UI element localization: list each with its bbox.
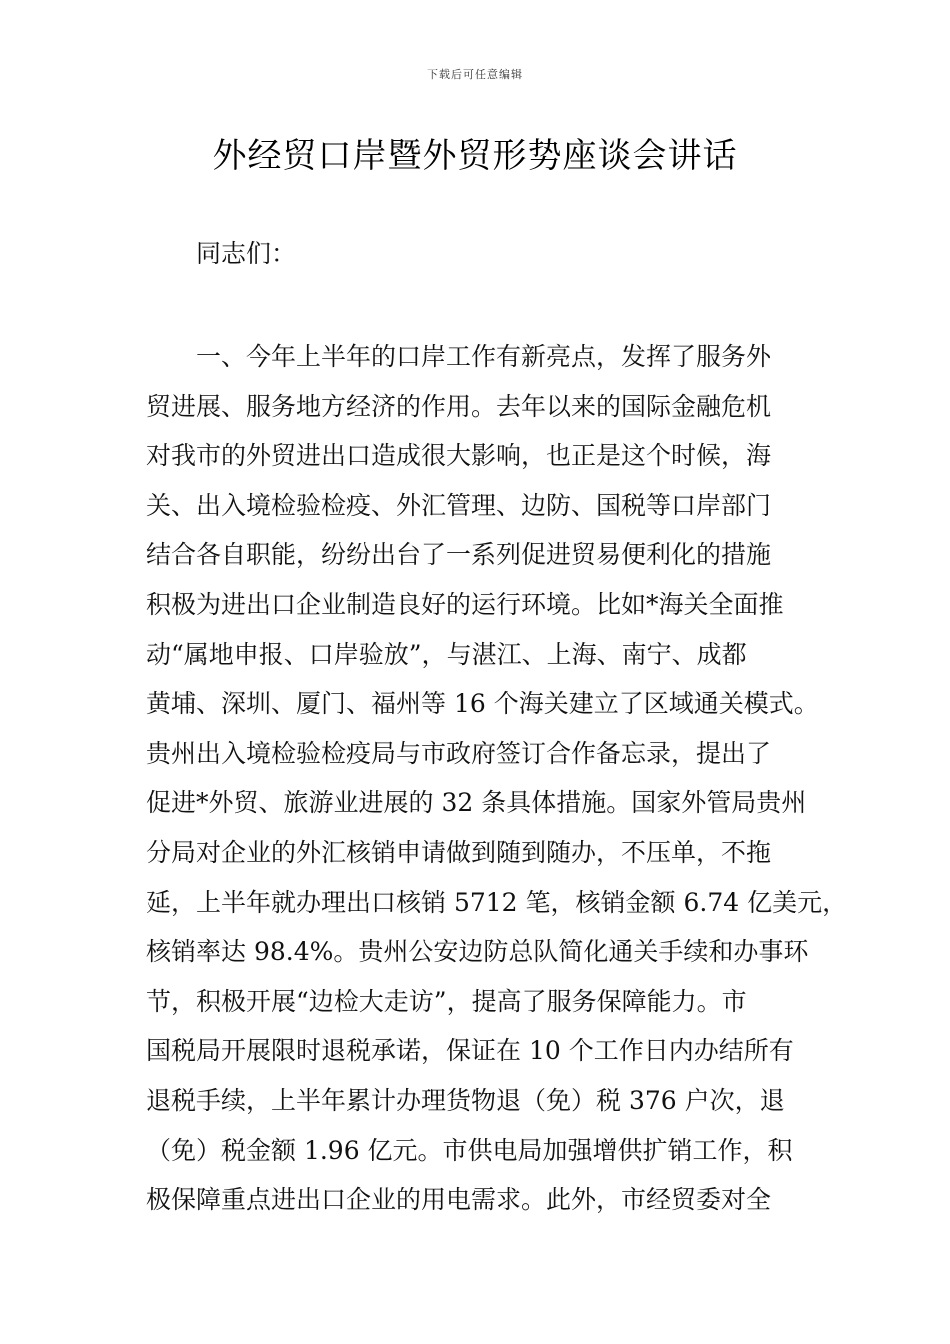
paragraph-line: 黄埔、深圳、厦门、福州等 16 个海关建立了区域通关模式。 <box>146 689 819 719</box>
paragraph-line: 对我市的外贸进出口造成很大影响，也正是这个时候，海 <box>146 441 772 471</box>
paragraph-line: 核销率达 98.4%。贵州公安边防总队简化通关手续和办事环 <box>146 937 809 967</box>
paragraph-line: 极保障重点进出口企业的用电需求。此外，市经贸委对全 <box>146 1185 772 1215</box>
paragraph-line: 动“属地申报、口岸验放”，与湛江、上海、南宁、成都 <box>146 639 747 669</box>
body-paragraph <box>146 332 848 1225</box>
paragraph-line: 分局对企业的外汇核销申请做到随到随办，不压单，不拖 <box>146 837 772 867</box>
paragraph-line: 关、出入境检验检疫、外汇管理、边防、国税等口岸部门 <box>146 490 772 520</box>
paragraph-line: 贵州出入境检验检疫局与市政府签订合作备忘录，提出了 <box>146 738 772 768</box>
paragraph-line: 促进*外贸、旅游业进展的 32 条具体措施。国家外管局贵州 <box>146 788 807 818</box>
salutation: 同志们： <box>196 239 297 268</box>
paragraph-line: 退税手续，上半年累计办理货物退（免）税 376 户次，退 <box>146 1085 785 1115</box>
paragraph-line: （免）税金额 1.96 亿元。市供电局加强增供扩销工作，积 <box>146 1135 793 1165</box>
paragraph-line: 积极为进出口企业制造良好的运行环境。比如*海关全面推 <box>146 589 784 619</box>
paragraph-line: 国税局开展限时退税承诺，保证在 10 个工作日内办结所有 <box>146 1036 794 1066</box>
document-title: 外经贸口岸暨外贸形势座谈会讲话 <box>212 136 738 176</box>
paragraph-line: 节，积极开展“边检大走访”，提高了服务保障能力。市 <box>146 986 747 1016</box>
page-header-note: 下载后可任意编辑 <box>427 68 523 81</box>
paragraph-line: 一、今年上半年的口岸工作有新亮点，发挥了服务外 <box>196 342 772 371</box>
paragraph-line: 延，上半年就办理出口核销 5712 笔，核销金额 6.74 亿美元， <box>146 887 848 917</box>
paragraph-line: 结合各自职能，纷纷出台了一系列促进贸易便利化的措施 <box>146 540 772 570</box>
paragraph-line: 贸进展、服务地方经济的作用。去年以来的国际金融危机 <box>146 391 772 421</box>
